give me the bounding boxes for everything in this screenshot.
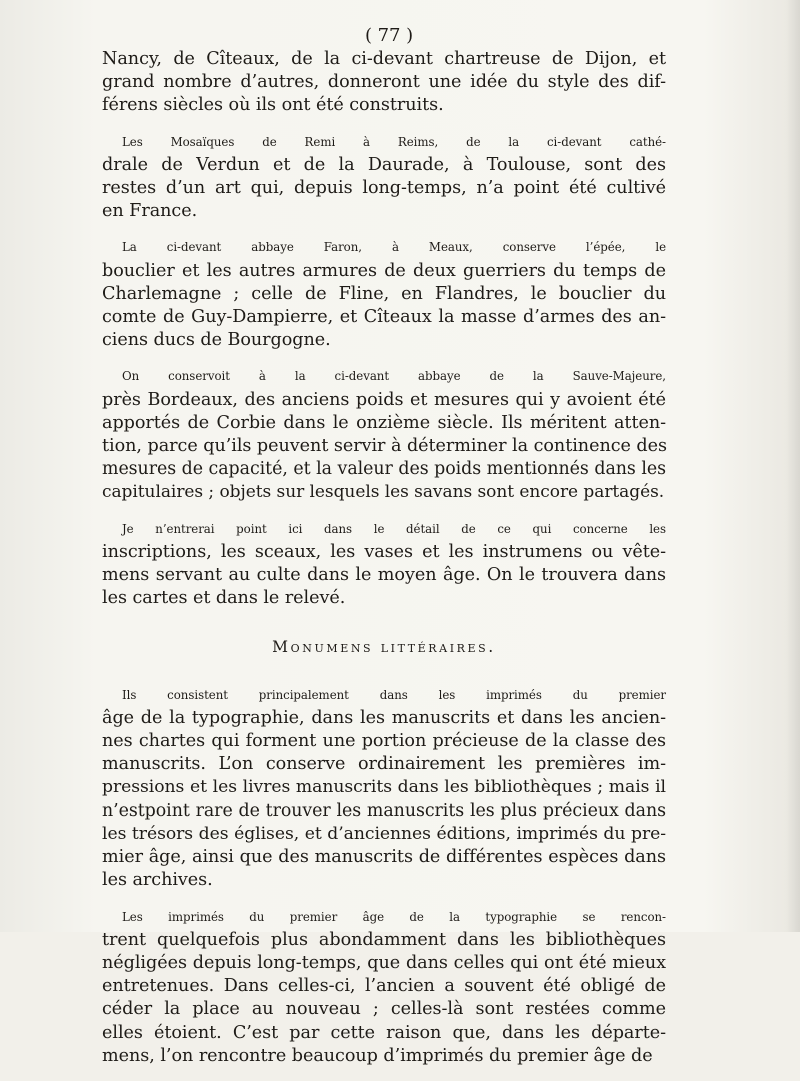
text-line: près Bordeaux, des anciens poids et mesures qui y avoient été	[102, 389, 666, 410]
text-line: les trésors des églises, et d’anciennes éditions, imprimés du pre-	[102, 823, 666, 844]
page-number: ( 77 )	[364, 25, 414, 46]
text-line: les archives.	[102, 870, 213, 891]
text-line: mens servant au culte dans le moyen âge. On le trouvera dans	[102, 565, 666, 586]
text-line: pressions et les livres manuscrits dans les bibliothèques ; mais il	[102, 777, 666, 798]
text-line: bouclier et les autres armures de deux guerriers du temps de	[102, 260, 666, 281]
text-line: Les Mosaïques de Remi à Reims, de la ci-devant cathé-	[122, 134, 666, 149]
text-line: apportés de Corbie dans le onzième siècle. Ils méritent atten-	[102, 412, 666, 433]
text-line: entretenues. Dans celles-ci, l’ancien a souvent été obligé de	[102, 976, 666, 997]
text-line: en France.	[102, 201, 198, 222]
text-line: capitulaires ; objets sur lesquels les savans sont encore partagés.	[102, 482, 665, 503]
text-line: restes d’un art qui, depuis long-temps, n’a point été cultivé	[102, 178, 666, 199]
text-line: n’estpoint rare de trouver les manuscrits les plus précieux dans	[102, 800, 666, 821]
text-line: grand nombre d’autres, donneront une idée du style des dif-	[102, 72, 666, 93]
page-edge-shadow	[786, 0, 800, 932]
paragraphs-after-heading	[102, 684, 666, 1068]
paragraph	[102, 518, 666, 611]
paragraph	[102, 906, 666, 1068]
text-line: Nancy, de Cîteaux, de la ci-devant chartreuse de Dijon, et	[102, 49, 666, 69]
text-line: mens, l’on rencontre beaucoup d’imprimés du premier âge de	[102, 1045, 653, 1066]
text-line: âge de la typographie, dans les manuscrits et dans les ancien-	[102, 707, 666, 728]
text-line: mier âge, ainsi que des manuscrits de différentes espèces dans	[102, 847, 666, 868]
text-line: férens siècles où ils ont été construits.	[102, 95, 444, 116]
text-line: elles étoient. C’est par cette raison que, dans les départe-	[102, 1022, 666, 1043]
text-line: mesures de capacité, et la valeur des poids mentionnés dans les	[102, 459, 666, 480]
text-line: comte de Guy-Dampierre, et Cîteaux la masse d’armes des an-	[102, 307, 666, 328]
text-line: ciens ducs de Bourgogne.	[102, 330, 331, 351]
page-content	[102, 24, 666, 1081]
text-line: Je n’entrerai point ici dans le détail de ce qui concerne les	[122, 521, 666, 536]
text-line: Les imprimés du premier âge de la typographie se rencon-	[122, 909, 666, 924]
paragraph	[102, 48, 666, 118]
text-line: négligées depuis long-temps, que dans celles qui ont été mieux	[102, 952, 666, 973]
text-line: drale de Verdun et de la Daurade, à Toulouse, sont des	[102, 154, 666, 175]
text-line: inscriptions, les sceaux, les vases et les instrumens ou vête-	[102, 541, 666, 562]
text-line: On conservoit à la ci-devant abbaye de la Sauve-Majeure,	[122, 369, 666, 384]
text-line: les cartes et dans le relevé.	[102, 588, 346, 609]
paragraph	[102, 365, 666, 504]
text-line: nes chartes qui forment une portion précieuse de la classe des	[102, 731, 666, 752]
text-line: La ci-devant abbaye Faron, à Meaux, conserve l’épée, le	[122, 240, 666, 255]
text-line: Charlemagne ; celle de Fline, en Flandres, le bouclier du	[102, 283, 666, 304]
paragraph	[102, 236, 666, 352]
section-heading: Monumens littéraires.	[272, 638, 496, 657]
paragraph	[102, 684, 666, 893]
text-line: manuscrits. L’on conserve ordinairement les premières im-	[102, 754, 666, 775]
text-line: trent quelquefois plus abondamment dans les bibliothèques	[102, 929, 666, 950]
paragraph	[102, 131, 666, 224]
text-line: tion, parce qu’ils peuvent servir à déterminer la continence des	[102, 436, 667, 457]
paragraphs-before-heading	[102, 48, 666, 610]
text-line: Ils consistent principalement dans les imprimés du premier	[122, 687, 666, 702]
text-line: céder la place au nouveau ; celles-là sont restées comme	[102, 999, 666, 1020]
